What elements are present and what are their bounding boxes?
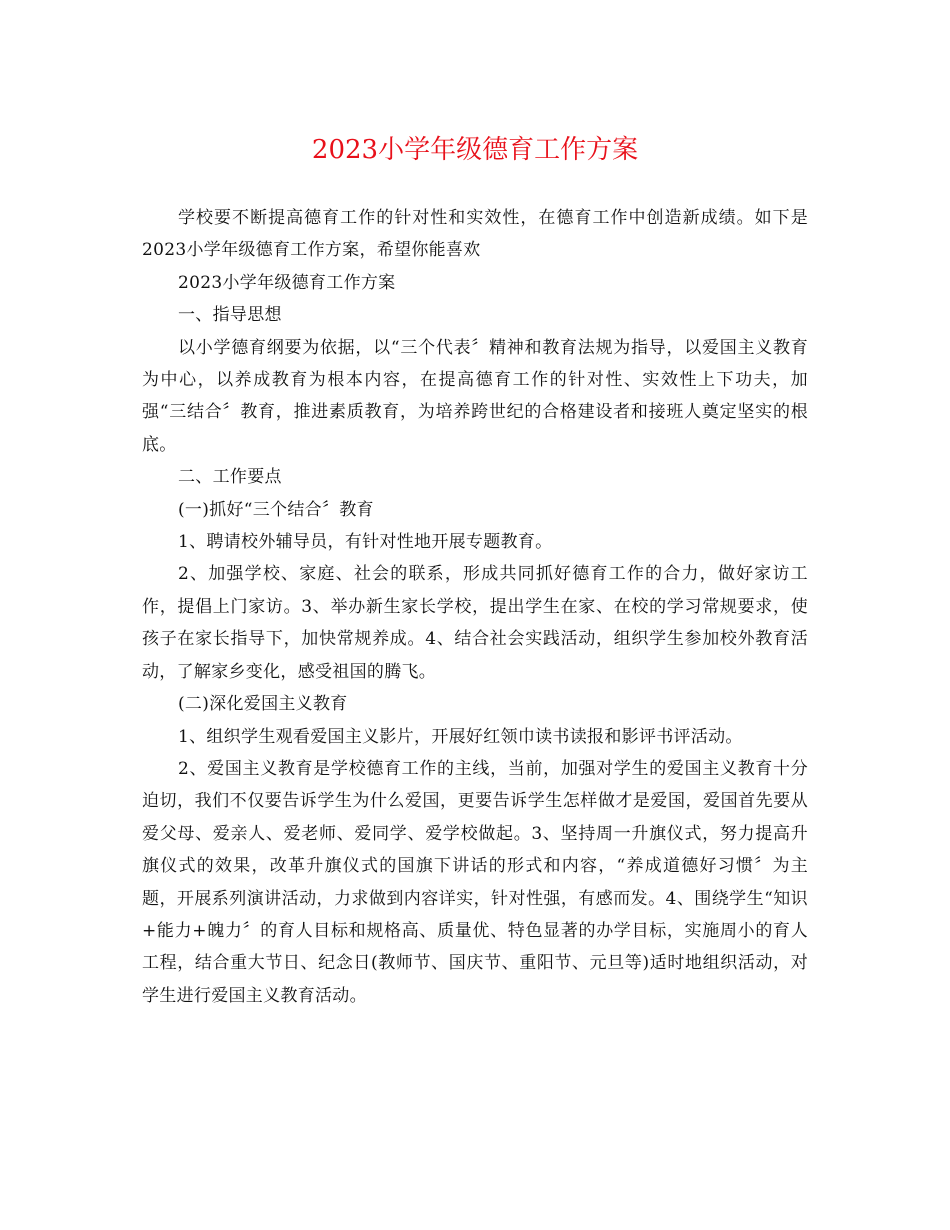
section-heading-guiding-ideology: 一、指导思想	[178, 305, 282, 326]
list-item-4: 2、爱国主义教育是学校德育工作的主线，当前，加强对学生的爱国主义教育十分迫切，我们不仅要告诉学生为什么爱国，更要告诉学生怎样做才是爱国，爱国首先要从爱父母、爱亲人、爱老师、爱同学、爱学校做起。3、坚持周一升旗仪式，努力提高升旗仪式的效果，改革升旗仪式的国旗下讲话的形式和内容，“养成道德好习惯〞为主题，开展系列演讲活动，力求做到内容详实，针对性强，有感而发。4、围绕学生“知识+能力+魄力〞的育人目标和规格高、质量优、特色显著的办学目标，实施周小的育人工程，结合重大节日、纪念日(教师节、国庆节、重阳节、元旦等)适时地组织活动，对学生进行爱国主义教育活动。	[142, 758, 808, 1006]
list-item-3: 1、组织学生观看爱国主义影片，开展好红领巾读书读报和影评书评活动。	[178, 726, 743, 747]
subsection-heading-patriotism: (二)深化爱国主义教育	[178, 694, 348, 715]
paragraph-subtitle: 2023小学年级德育工作方案	[178, 272, 396, 293]
document-body	[142, 202, 808, 1012]
document-title: 2023小学年级德育工作方案	[311, 135, 639, 165]
paragraph-guiding-ideology: 以小学德育纲要为依据，以“三个代表〞精神和教育法规为指导，以爱国主义教育为中心，以养成教育为根本内容，在提高德育工作的针对性、实效性上下功夫，加强“三结合〞教育，推进素质教育，为培养跨世纪的合格建设者和接班人奠定坚实的根底。	[142, 337, 808, 455]
subsection-heading-three-combinations: (一)抓好“三个结合〞教育	[178, 499, 374, 520]
list-item-2: 2、加强学校、家庭、社会的联系，形成共同抓好德育工作的合力，做好家访工作，提倡上门家访。3、举办新生家长学校，提出学生在家、在校的学习常规要求，使孩子在家长指导下，加快常规养成。4、结合社会实践活动，组织学生参加校外教育活动，了解家乡变化，感受祖国的腾飞。	[142, 564, 808, 682]
list-item-1: 1、聘请校外辅导员，有针对性地开展专题教育。	[178, 532, 553, 553]
section-heading-work-points: 二、工作要点	[178, 467, 282, 488]
paragraph-intro: 学校要不断提高德育工作的针对性和实效性，在德育工作中创造新成绩。如下是2023小学年级德育工作方案，希望你能喜欢	[142, 208, 808, 261]
